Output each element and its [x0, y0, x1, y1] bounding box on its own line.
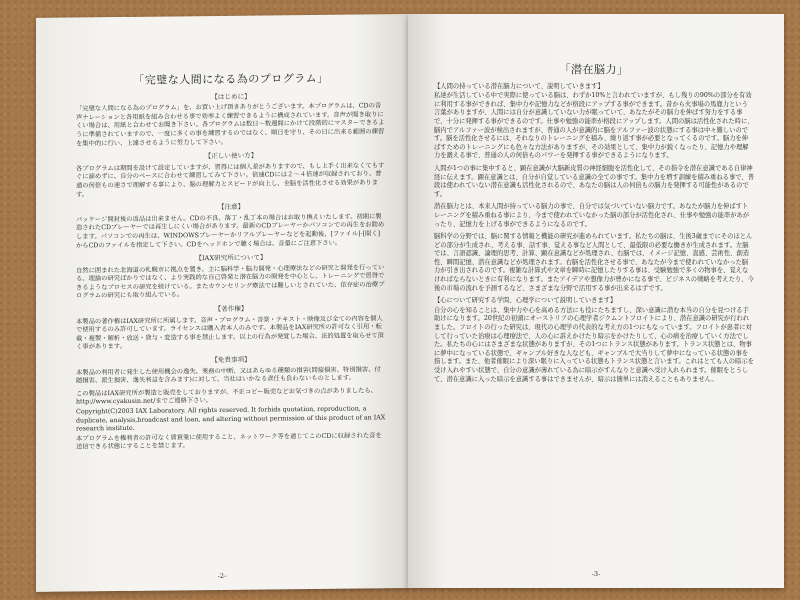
section-text-institute: 自然に囲まれた北海道の札幌市に拠点を置き、主に脳科学・脳力開発・心理療法などの研究と開発を行っている。理論の研究ばかりではなく、より実践的な自己啓発と潜在脳力の開発を中心とし、トレーニングで習得できるようなプロセスの研究を続けている。またカウンセリング療法では難しいとされていた、依存症の治療プログラムの研究にも取り組んでいる。 [76, 263, 385, 300]
section-text-copyright: 本製品の著作権はIAX研究所に所属します。音声・プログラム・音楽・テキスト・映像及び全ての内容を個人で使用するのみ許可しています。ライセンスは購入者本人のみです。本製品をIAX研究所の許可なく引用・転載・複製・解析・放送・貸与・変造する事を禁止します。以上の行為が発覚した場合、法的処置を取らせて頂く事があります。 [76, 314, 384, 351]
section-heading-intro: 【はじめに】 [211, 92, 251, 101]
section-heading-disclaimer: 【免責事項】 [211, 355, 251, 365]
block-heading-psychology: 【心について研究する学問、心理学について説明していきます】 [434, 297, 617, 305]
left-page [36, 14, 408, 592]
left-page-title: 「完璧な人間になる為のプログラム」 [133, 71, 329, 87]
section-heading-usage: 【正しい使い方】 [204, 151, 258, 161]
block-heading-potential: 【人間の持っている潜在脳力について、説明していきます】 [434, 82, 604, 90]
block-text-potential: 私達が生活している中で実際に使っている脳は、わずか10%と言われていますが、もし残りの90%の部分を有効に利用する事ができれば、集中力や記憶力などが格段にアップする事ができます。昔から火事場の馬鹿力という言葉がありますが、人間には自分が意識していない力が眠っていて、あなたがその脳力を伸ばす努力をする事で、十分に発揮する事ができるのです。仕事や勉強の能率が格段にアップします。人間の脳は活性化された時に、脳内でアルファー波が検出されますが、普通の人が意識的に脳をアルファー波の状態にする事は中々難しいのです。脳を活性化させるには、それなりのトレーニングを積み、繰り返す事が必要となってくるのです。脳力を伸ばすためのトレーニングにも色々な方法がありますが、その効果として、集中力が鋭くなったり、記憶力や理解力を鍛える事で、普通の人の何倍ものパワーを発揮する事ができるようになります。 [434, 92, 754, 160]
right-page-title: 「潜在脳力」 [559, 63, 629, 76]
section-heading-institute: 【IAX研究所について】 [195, 253, 267, 263]
section-text-notice: パッケージ開封後の返品は出来ません。CDの不良、落丁・乱丁本の場合はお取り換えいたします。初期に製造されたCDプレーヤーでは再生しにくい場合があります。最新のCDプレーヤーかパソコンでの再生をお勧めします。パソコンでの再生は、WINDOWSプレーヤーかリアルプレーヤーなどを起動後、[ファイル]-[開く]からCDのファイルを指定して下さい。CDをヘッドホンで聴く場合は、音量にご注意下さい。 [76, 212, 385, 249]
section-text-usage: 各プログラムは期間を設けて設定していますが、習得には個人差がありますので、もし上手く出来なくてもすぐに諦めずに、自分のペースに合わせて練習してみて下さい。倍速CDには２～４倍速が収録されており、普通の何倍もの速さで理解する事により、脳の理解力とスピードが向上し、全脳を活性化させる効果があります。 [76, 161, 385, 199]
block-text-latent-ability: 潜在脳力とは、本来人間が持っている脳力の事で、自分では気づいていない脳力です。あなたが脳力を伸ばすトレーニングを積み重ねる事により、今まで使われていなかった脳の部分が活性化され、仕事や勉強の能率があがったり、記憶力を上げる事ができるようになるのです。 [434, 203, 750, 228]
section-heading-copyright: 【著作権】 [214, 304, 248, 314]
footer-line-contact: この製品はIAX研究所が製造と販売をしておりますが、不正コピー販売などお気づきの点がありましたら、http://www.cyakusin.net/までご連絡下さい。 [76, 387, 377, 406]
section-text-disclaimer: 本製品の利用者に発生した使用機会の逸失、業務の中断、又はあらゆる種類の損害(間接損害、特別損害、付随損害、派生損害、逸失利益を含みます)に対して、当社はいかなる責任も負わないものとします。 [76, 365, 381, 385]
footer-line-copyright-en: Copyright(C)2003 IAX Laboratory. All rights reserved. It forbids quotation, reproduction, a duplicate, analysis,broadcast and loan, and altering without permission of this product of an IAX research institute. [76, 405, 386, 433]
right-page-number: -3- [591, 570, 601, 578]
right-page [408, 14, 784, 588]
section-heading-notice: 【注意】 [217, 202, 245, 212]
footer-line-rental: 本プログラムを権利者の許可なく賃貸業に使用すること、ネットワーク等を通じてこのCDに収録された音を送信できる状態にすることを禁じます。 [76, 432, 382, 451]
block-text-concentration: 人間が1つの事に集中すると、顕在意識が大脳新皮質の神経細胞を活性化して、その指令を潜在意識である自律神経に伝えます。顕在意識とは、自分が自覚している意識の全ての事です。集中力を増す訓練を積み重ねる事で、普段は使われていない潜在意識も活性化されるので、あなたの脳は人の何倍もの脳力を発揮する可能性があるのです。 [434, 164, 755, 198]
left-page-content [76, 71, 386, 561]
block-text-brain-science: 脳科学の分野では、脳に関する情報と機能の研究が進められています。私たちの脳は、生後3歳までにそのほとんどの部分が生成され、考える事、話す事、覚える事など人間として、最低限の必要な働きが生成されます。左脳では、言語認識、論理的思考、計算、顕在意識などが処理され、右脳では、イメージ記憶、直感、芸術性、創造性、瞬間記憶、潜在意識などが処理されます。右脳を活性化させる事で、あなたが今まで使われていなかった脳力が引き出されるのです。複雑な計算式や文章を瞬時に記憶したりする事は、受験勉強で多くの物事を、覚えなければならないときに有利になります。またアイデアや想像力が豊かになる事で、ビジネスの戦略を考えたり、今後の市場の流れを予測するなど、さまざまな分野で活用する事が出来るはずです。 [434, 233, 754, 292]
right-page-content [434, 63, 755, 558]
section-text-intro: 「完璧な人間になる為のプログラム」を、お買い上げ頂きありがとうございます。本プログラムは、CDの音声ナレーションと各用紙を組み合わせる事で効率よく練習できるように構成されています。音声が聞き取りにくい場合は、用紙と合わせてお聞き下さい。各プログラムは数日～数週間にかけて段階的にマスターできるように準備されていますので、一度に多くの事を練習するのではなく、順日を守り、その日に出来る範囲の練習を集中的に行い、上達させるように努力して下さい。 [76, 102, 385, 148]
left-page-number: -2- [217, 571, 227, 580]
open-booklet [36, 14, 784, 588]
block-text-psychology: 自分の心を知ることは、集中力や心を高める方法にも役にたちますし、深い意識に潜む本当の自分を見つける手助けになります。20世紀の初頭にオーストリアの心理学者ジクムントフロイトにより、潜在意識の研究が行われました。フロイトの行った研究は、現代の心理学の代表的な考え方の1つにもなっています。フロイトが患者に対して行っていた治療は心理療法で、人の心に訴えかけたり暗示をかけたりして、心の病を治療していく方法でした。私たちの心にはさまざまな状態がありますが、その1つにトランス状態があります。トランス状態とは、物事に夢中になっている状態で、ギャンブル好きな人なども、ギャンブルで大当りして夢中になっている状態の事を指します。また、他者催眠により深い眠りに入っている状態もトランス状態と言います。これはとても人の暗示を受け入れやすい状態で、自分の意識が薄れている為に暗示がすんなりと意識へ受け入れられます。催眠をとうして、潜在意識に入った暗示を意識する事はできませんが、暗示は簡単には消えることもありません。 [434, 306, 754, 383]
